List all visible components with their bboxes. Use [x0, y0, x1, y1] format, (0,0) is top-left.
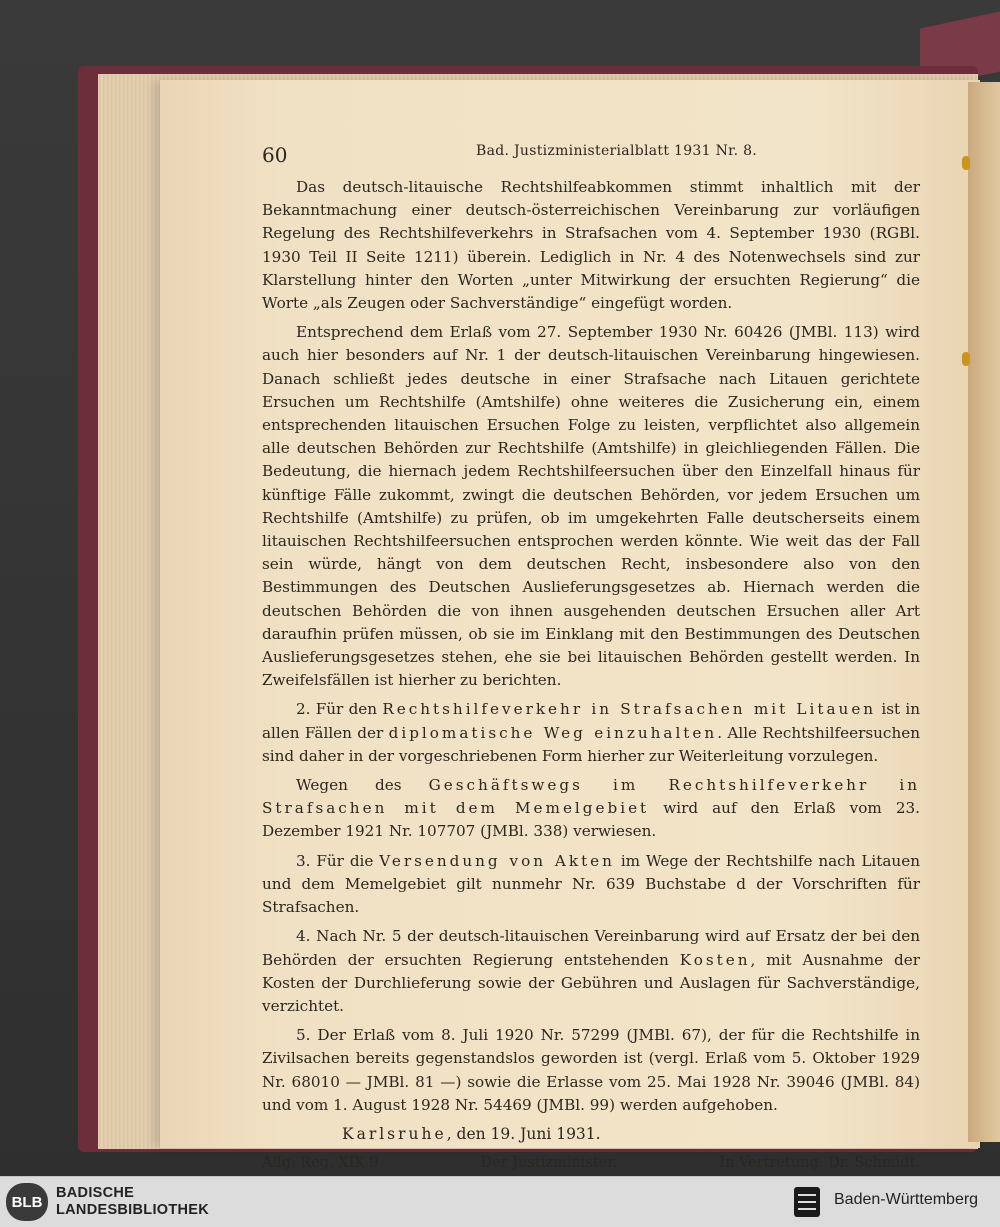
library-name-line2: LANDESBIBLIOTHEK [56, 1202, 210, 1218]
state-crest-icon [792, 1185, 822, 1219]
state-name: Baden-Württemberg [834, 1191, 979, 1208]
text-run: wird auf den Erlaß vom 23. Dezember 1921 Nr. 107707 (JMBl. 338) verwiesen. [262, 799, 920, 841]
page-fore-edge [968, 82, 1000, 1142]
spaced-emphasis: Rechtshilfeverkehr in Strafsachen mit Litauen [382, 700, 877, 719]
paragraph [262, 850, 920, 920]
text-run: Wegen des [296, 776, 429, 795]
text-run: , mit Ausnahme der Kosten der Durchlieferung sowie der Gebühren und Auslagen für Sachverständige, verzichtet. [262, 950, 920, 1015]
text-run: 2. Für den [296, 700, 383, 719]
spaced-emphasis: diplomatische Weg einzuhalten [388, 723, 718, 742]
signature: In Vertretung: Dr. Schmidt. [719, 1155, 920, 1172]
running-head: Bad. Justizministerialblatt 1931 Nr. 8. [476, 143, 758, 159]
binding-hole [962, 156, 970, 170]
paragraph [262, 774, 920, 844]
library-name [56, 1185, 209, 1219]
library-banner [0, 1176, 1000, 1227]
paragraph: 5. Der Erlaß vom 8. Juli 1920 Nr. 57299 (JMBl. 67), der für die Rechtshilfe in Zivilsachen bereits gegenstandslos geworden ist (vergl. Erlaß vom 5. Oktober 1929 Nr. 68010 — JMBl. 81 —) sowie die Erlasse vom 25. Mai 1928 Nr. 39046 (JMBl. 84) und vom 1. August 1928 Nr. 54469 (JMBl. 99) werden aufgehoben. [262, 1026, 920, 1114]
minister-title: Der Justizminister. [480, 1155, 618, 1172]
register-number: Allg. Reg. XIX 9 [262, 1155, 379, 1172]
paragraph: Das deutsch-litauische Rechtshilfeabkommen stimmt inhaltlich mit der Bekanntmachung einer deutsch-österreichischen Vereinbarung zur vorläufigen Regelung des Rechtshilfeverkehrs in Strafsachen vom 4. September 1930 (RGBl. 1930 Teil II Seite 1211) überein. Lediglich in Nr. 4 des Notenwechsels sind zur Klarstellung hinter den Worten „unter Mitwirkung der ersuchten Regierung“ die Worte „als Zeugen oder Sachverständige“ eingefügt worden. [262, 178, 920, 313]
paragraph [262, 925, 920, 1018]
text-run: im Wege der Rechtshilfe nach Litauen und dem Memelgebiet gilt nunmehr Nr. 639 Buchstabe d der Vorschriften für Strafsachen. [262, 851, 920, 917]
text-run: 3. Für die [296, 851, 380, 870]
page-text [262, 140, 920, 1175]
page-number: 60 [262, 143, 288, 167]
signature-row [262, 1152, 920, 1175]
place-date [262, 1123, 920, 1146]
spaced-emphasis: Kosten [679, 950, 751, 969]
text-run: ist in allen Fällen der [262, 700, 920, 742]
paragraph: Entsprechend dem Erlaß vom 27. September 1930 Nr. 60426 (JMBl. 113) wird auch hier besonders auf Nr. 1 der deutsch-litauischen Vereinbarung hingewiesen. Danach schließt jedes deutsche in einer Strafsache nach Litauen gerichtete Ersuchen um Rechtshilfe (Amtshilfe) ohne weiteres die Zusicherung ein, einem entsprechenden litauischen Ersuchen Folge zu leisten, verpflichtet also allgemein alle deutschen Behörden zur Rechtshilfe (Amtshilfe) in gleichliegenden Fällen. Die Bedeutung, die hiernach jedem Rechtshilfeersuchen über den Einzelfall hinaus für künftige Fälle zukommt, zwingt die deutschen Behörden, vor jedem Ersuchen um Rechtshilfe (Amtshilfe) zu prüfen, ob im umgekehrten Falle deutscherseits einem litauischen Rechtshilfeersuchen entsprochen werden könnte. Wie weit das der Fall sein würde, hängt von dem deutschen Recht, insbesondere also von den Bestimmungen des Deutschen Auslieferungsgesetzes ab. Hiernach werden die deutschen Behörden die von ihnen ausgehenden deutschen Ersuchen aller Art daraufhin prüfen müssen, ob sie im Einklang mit den Bestimmungen des Deutschen Auslieferungsgesetzes stehen, ehe sie bei litauischen Behörden gestellt werden. In Zweifelsfällen ist hierher zu berichten. [262, 323, 920, 690]
page-header [262, 140, 920, 176]
binding-hole [962, 352, 970, 366]
paragraph [262, 698, 920, 768]
city-name: Karlsruhe [342, 1124, 447, 1143]
date-text: , den 19. Juni 1931. [446, 1124, 601, 1143]
spaced-emphasis: Geschäftswegs im Rechtshilfeverkehr in Strafsachen mit dem Memelgebiet [262, 776, 921, 818]
library-name-line1: BADISCHE [56, 1185, 135, 1201]
text-run: 4. Nach Nr. 5 der deutsch-litauischen Vereinbarung wird auf Ersatz der bei den Behörden der ersuchten Regierung entstehenden [262, 927, 920, 969]
blb-logo: BLB [6, 1183, 48, 1221]
text-run: . Alle Rechtshilfeersuchen sind daher in der vorgeschriebenen Form hierher zur Weiterleitung vorzulegen. [262, 723, 920, 765]
spaced-emphasis: Versendung von Akten [379, 851, 615, 870]
